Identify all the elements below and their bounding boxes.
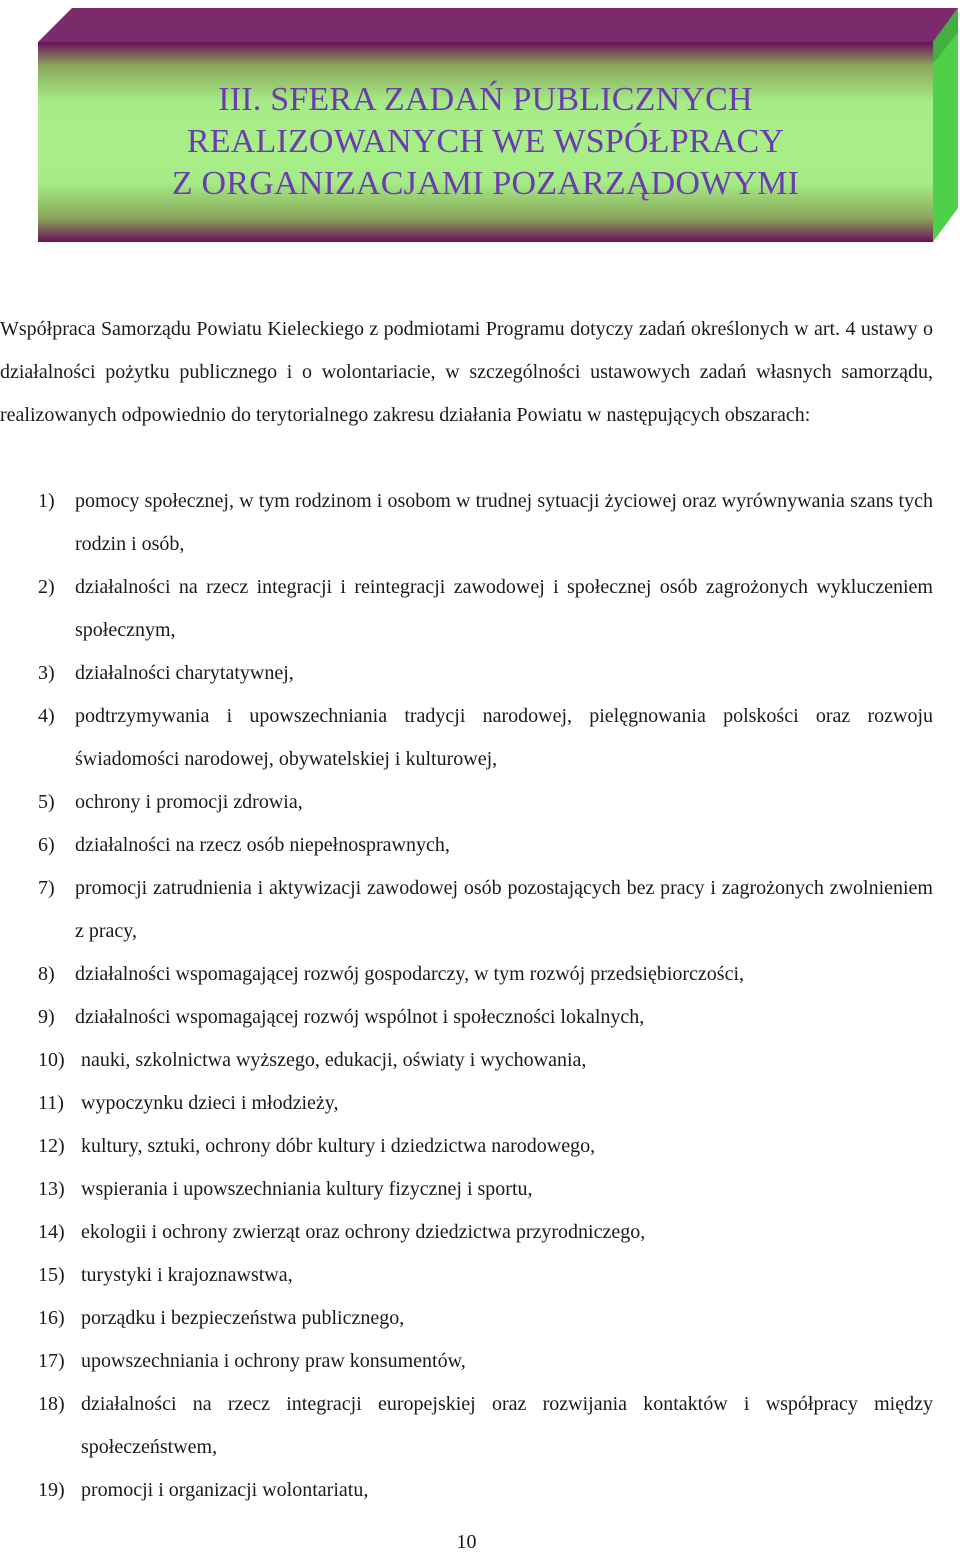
list-item <box>38 1125 933 1168</box>
list-item <box>38 953 933 996</box>
list-item <box>38 1082 933 1125</box>
list-item <box>38 1039 933 1082</box>
list-item <box>38 1254 933 1297</box>
intro-paragraph: Współpraca Samorządu Powiatu Kieleckiego z podmiotami Programu dotyczy zadań określonych w art. 4 ustawy o działalności pożytku publicznego i o wolontariacie, w szczególności ustawowych zadań własnych samorządu, realizowanych odpowiednio do terytorialnego zakresu działania Powiatu w następujących obszarach: <box>0 318 933 426</box>
list-item-text: podtrzymywania i upowszechniania tradycji narodowej, pielęgnowania polskości oraz rozwoju świadomości narodowej, obywatelskiej i kulturowej, <box>75 705 933 770</box>
banner-face <box>38 42 933 242</box>
list-item <box>38 996 933 1039</box>
list-item <box>38 566 933 652</box>
list-item-text: działalności na rzecz integracji i reintegracji zawodowej i społecznej osób zagrożonych wykluczeniem społecznym, <box>75 576 933 641</box>
list-item-number: 11) <box>38 1092 64 1114</box>
list-item-number: 14) <box>38 1221 65 1243</box>
list-item-text: kultury, sztuki, ochrony dóbr kultury i dziedzictwa narodowego, <box>81 1135 596 1157</box>
list-item <box>38 1168 933 1211</box>
list-item <box>38 1383 933 1469</box>
list-item-number: 17) <box>38 1350 65 1372</box>
list-item <box>38 1469 933 1512</box>
list-item <box>38 824 933 867</box>
list-item-number: 8) <box>38 963 55 985</box>
list-item-number: 12) <box>38 1135 65 1157</box>
list-item-text: upowszechniania i ochrony praw konsumentów, <box>81 1350 466 1372</box>
section-title-line-1: III. SFERA ZADAŃ PUBLICZNYCH <box>218 81 753 118</box>
list-item-text: działalności na rzecz integracji europejskiej oraz rozwijania kontaktów i współpracy między społeczeństwem, <box>81 1393 933 1458</box>
list-item <box>38 781 933 824</box>
list-item-text: promocji zatrudnienia i aktywizacji zawodowej osób pozostających bez pracy i zagrożonych zwolnieniem z pracy, <box>75 877 933 942</box>
list-item-text: wspierania i upowszechniania kultury fizycznej i sportu, <box>81 1178 533 1200</box>
list-item-number: 3) <box>38 662 55 684</box>
list-item-text: promocji i organizacji wolontariatu, <box>81 1479 369 1501</box>
list-item-text: ekologii i ochrony zwierząt oraz ochrony dziedzictwa przyrodniczego, <box>81 1221 646 1243</box>
list-item-number: 16) <box>38 1307 65 1329</box>
list-item-text: wypoczynku dzieci i młodzieży, <box>81 1092 339 1114</box>
section-title <box>172 79 799 205</box>
list-item-number: 6) <box>38 834 55 856</box>
list-item-number: 5) <box>38 791 55 813</box>
list-item <box>38 480 933 566</box>
list-item-number: 19) <box>38 1479 65 1501</box>
list-item-number: 2) <box>38 576 55 598</box>
section-banner <box>38 8 958 242</box>
list-item-number: 15) <box>38 1264 65 1286</box>
list-item-number: 9) <box>38 1006 55 1028</box>
list-item-text: nauki, szkolnictwa wyższego, edukacji, oświaty i wychowania, <box>81 1049 587 1071</box>
list-item-number: 18) <box>38 1393 65 1415</box>
list-item-number: 7) <box>38 877 55 899</box>
section-title-line-2: REALIZOWANYCH WE WSPÓŁPRACY <box>186 123 785 160</box>
list-item-text: pomocy społecznej, w tym rodzinom i osobom w trudnej sytuacji życiowej oraz wyrównywania szans tych rodzin i osób, <box>75 490 933 555</box>
list-item <box>38 1211 933 1254</box>
section-title-line-3: Z ORGANIZACJAMI POZARZĄDOWYMI <box>171 165 800 202</box>
list-item <box>38 867 933 953</box>
list-item-number: 4) <box>38 705 55 727</box>
list-item-text: ochrony i promocji zdrowia, <box>75 791 303 813</box>
list-item <box>38 652 933 695</box>
list-item <box>38 1297 933 1340</box>
list-item <box>38 1340 933 1383</box>
list-item-text: porządku i bezpieczeństwa publicznego, <box>81 1307 405 1329</box>
list-item-text: działalności charytatywnej, <box>75 662 294 684</box>
list-item-text: działalności na rzecz osób niepełnosprawnych, <box>75 834 450 856</box>
page-number: 10 <box>456 1531 477 1553</box>
list-item-number: 13) <box>38 1178 65 1200</box>
areas-list <box>38 480 933 1512</box>
list-item-text: działalności wspomagającej rozwój gospodarczy, w tym rozwój przedsiębiorczości, <box>75 963 745 985</box>
list-item-text: turystyki i krajoznawstwa, <box>81 1264 293 1286</box>
list-item <box>38 695 933 781</box>
banner-top-bevel <box>38 8 958 42</box>
list-item-number: 10) <box>38 1049 65 1071</box>
list-item-text: działalności wspomagającej rozwój wspólnot i społeczności lokalnych, <box>75 1006 645 1028</box>
list-item-number: 1) <box>38 490 55 512</box>
